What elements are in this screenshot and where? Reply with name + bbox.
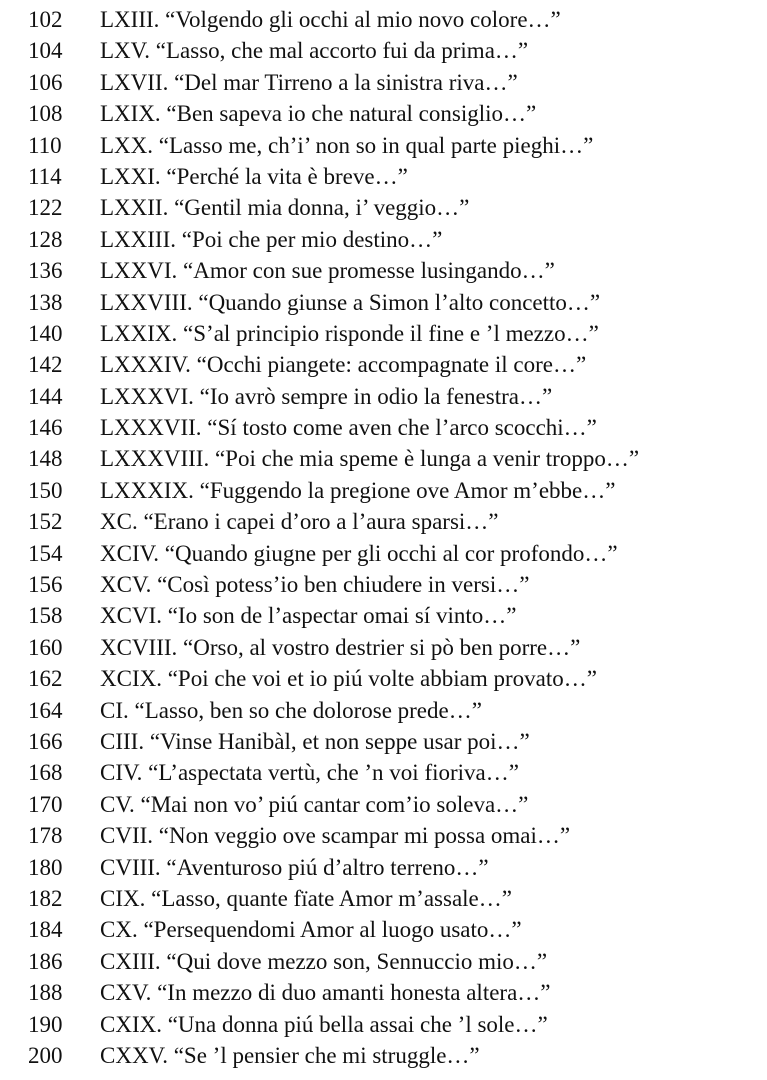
toc-entry [0, 852, 767, 883]
toc-entry [0, 224, 767, 255]
poem-title: CXV. “In mezzo di duo amanti honesta altera…” [100, 980, 551, 1006]
poem-title: LXXXVIII. “Poi che mia speme è lunga a venir troppo…” [100, 446, 640, 472]
toc-entry [0, 914, 767, 945]
toc-entry [0, 192, 767, 223]
toc-entry [0, 318, 767, 349]
page-number: 104 [28, 38, 63, 64]
toc-entry [0, 820, 767, 851]
poem-title: CV. “Mai non vo’ piú cantar com’io soleva…” [100, 791, 529, 817]
page-number: 102 [28, 7, 63, 32]
page-number: 114 [28, 163, 62, 189]
toc-entry [0, 255, 767, 286]
poem-title: CVII. “Non veggio ove scampar mi possa omai…” [100, 823, 571, 849]
page-number: 146 [28, 415, 63, 441]
poem-title: LXXVI. “Amor con sue promesse lusingando…” [100, 258, 555, 284]
toc-entry [0, 287, 767, 318]
poem-title: XCVIII. “Orso, al vostro destrier si pò ben porre…” [100, 634, 581, 660]
poem-title: LXXXIV. “Occhi piangete: accompagnate il core…” [100, 352, 587, 378]
toc-entry [0, 632, 767, 663]
page-number: 182 [28, 885, 63, 911]
page-number: 142 [28, 352, 63, 378]
poem-title: LXX. “Lasso me, ch’i’ non so in qual parte pieghi…” [100, 132, 594, 158]
page-number: 168 [28, 760, 63, 786]
poem-title: LXIX. “Ben sapeva io che natural consiglio…” [100, 101, 537, 127]
poem-title: CXXV. “Se ’l pensier che mi struggle…” [100, 1042, 480, 1068]
page-number: 110 [28, 132, 62, 158]
page-number: 186 [28, 948, 63, 974]
toc-entry [0, 35, 767, 66]
toc-entry [0, 67, 767, 98]
poem-title: LXXVIII. “Quando giunse a Simon l’alto concetto…” [100, 289, 601, 315]
page-number: 188 [28, 980, 63, 1006]
toc-entry [0, 695, 767, 726]
toc-entry [0, 161, 767, 192]
poem-title: LXXI. “Perché la vita è breve…” [100, 163, 408, 189]
page-number: 154 [28, 540, 63, 566]
page-number: 158 [28, 603, 63, 629]
poem-title: CIV. “L’aspectata vertù, che ’n voi fioriva…” [100, 760, 519, 786]
poem-title: LXVII. “Del mar Tirreno a la sinistra riva…” [100, 69, 518, 95]
poem-title: XCIV. “Quando giugne per gli occhi al cor profondo…” [100, 540, 618, 566]
poem-title: LXXXIX. “Fuggendo la pregione ove Amor m’ebbe…” [100, 477, 616, 503]
poem-title: LXXIX. “S’al principio risponde il fine e ’l mezzo…” [100, 320, 599, 346]
poem-title: XCIX. “Poi che voi et io piú volte abbiam provato…” [100, 666, 597, 692]
poem-title: CIII. “Vinse Hanibàl, et non seppe usar poi…” [100, 728, 530, 754]
poem-title: CXIX. “Una donna piú bella assai che ’l sole…” [100, 1011, 548, 1037]
toc-entry [0, 381, 767, 412]
page-number: 184 [28, 917, 63, 943]
toc-entry [0, 569, 767, 600]
poem-title: XC. “Erano i capei d’oro a l’aura sparsi…” [100, 509, 499, 535]
toc-entry [0, 98, 767, 129]
page-number: 156 [28, 572, 63, 598]
page-number: 162 [28, 666, 63, 692]
poem-title: LXV. “Lasso, che mal accorto fui da prima…” [100, 38, 529, 64]
poem-title: LXXIII. “Poi che per mio destino…” [100, 226, 443, 252]
poem-title: CX. “Persequendomi Amor al luogo usato…” [100, 917, 522, 943]
poem-title: CXIII. “Qui dove mezzo son, Sennuccio mio…” [100, 948, 548, 974]
toc-entry [0, 757, 767, 788]
poem-title: LXXII. “Gentil mia donna, i’ veggio…” [100, 195, 470, 221]
toc-entry [0, 443, 767, 474]
toc-entry [0, 475, 767, 506]
page-number: 170 [28, 791, 63, 817]
page-number: 152 [28, 509, 63, 535]
poem-title: LXXXVI. “Io avrò sempre in odio la fenestra…” [100, 383, 553, 409]
toc-entry [0, 1009, 767, 1040]
toc-entry [0, 412, 767, 443]
toc-entry [0, 538, 767, 569]
page-number: 160 [28, 634, 63, 660]
toc-entry [0, 977, 767, 1008]
page-number: 180 [28, 854, 63, 880]
toc-entry [0, 883, 767, 914]
page-number: 150 [28, 477, 63, 503]
page-number: 106 [28, 69, 63, 95]
toc-entry [0, 663, 767, 694]
page-number: 178 [28, 823, 63, 849]
table-of-contents [0, 4, 767, 1071]
toc-entry [0, 349, 767, 380]
page-number: 136 [28, 258, 63, 284]
page-number: 108 [28, 101, 63, 127]
toc-entry [0, 4, 767, 35]
poem-title: CI. “Lasso, ben so che dolorose prede…” [100, 697, 482, 723]
page-number: 144 [28, 383, 63, 409]
poem-title: CIX. “Lasso, quante fïate Amor m’assale…” [100, 885, 512, 911]
toc-entry [0, 600, 767, 631]
poem-title: LXXXVII. “Sí tosto come aven che l’arco scocchi…” [100, 415, 597, 441]
page-number: 128 [28, 226, 63, 252]
toc-entry [0, 726, 767, 757]
poem-title: XCVI. “Io son de l’aspectar omai sí vinto…” [100, 603, 517, 629]
page-number: 148 [28, 446, 63, 472]
page-number: 164 [28, 697, 63, 723]
page-number: 200 [28, 1042, 63, 1068]
page-number: 138 [28, 289, 63, 315]
poem-title: CVIII. “Aventuroso piú d’altro terreno…” [100, 854, 489, 880]
page-number: 190 [28, 1011, 63, 1037]
page-number: 122 [28, 195, 63, 221]
page-number: 166 [28, 728, 63, 754]
toc-entry [0, 130, 767, 161]
toc-entry [0, 789, 767, 820]
page-number: 140 [28, 320, 63, 346]
poem-title: LXIII. “Volgendo gli occhi al mio novo colore…” [100, 7, 561, 32]
toc-entry [0, 1040, 767, 1071]
poem-title: XCV. “Così potess’io ben chiudere in versi…” [100, 572, 530, 598]
toc-entry [0, 506, 767, 537]
toc-entry [0, 946, 767, 977]
